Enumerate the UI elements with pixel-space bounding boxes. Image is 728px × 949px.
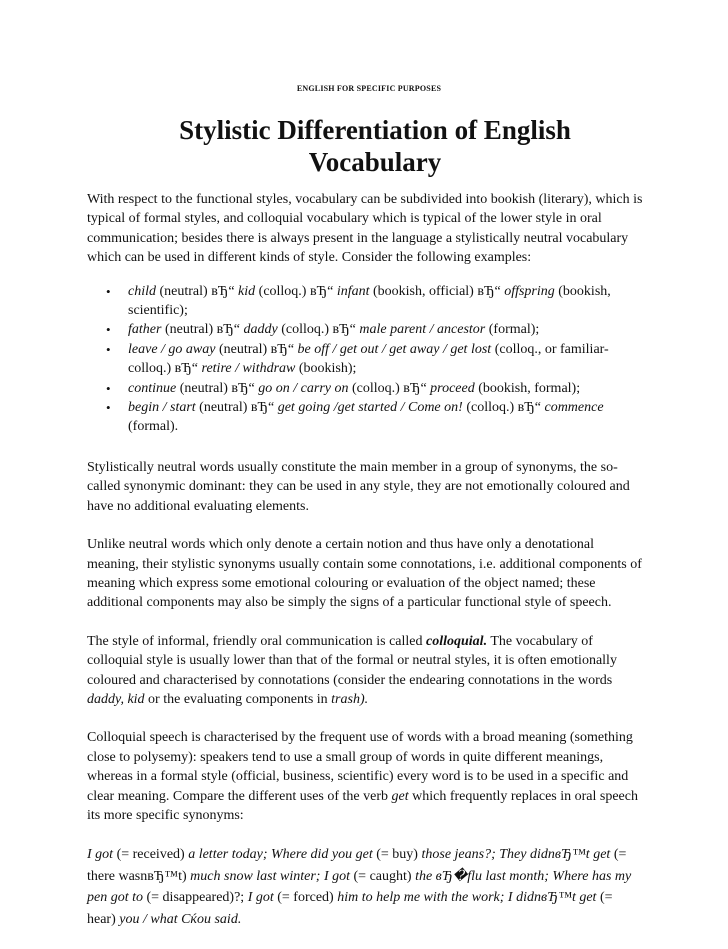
example-term: get going /get started / Come on! [277, 400, 463, 416]
text-run: Colloquial speech is characterised by the frequent use of words with a broad meaning (something close to polysemy): speakers tend to use a small group of words in quite different meanings, whereas in a formal style (official, business, scientific) every word is to be used in a specific and clear meaning. Compare the different uses of the verb [87, 730, 633, 804]
list-item [87, 398, 643, 437]
text-run: The style of informal, friendly oral communication is called [87, 633, 427, 649]
bullet-icon: • [106, 283, 111, 299]
meaning-gloss: (= hear) [87, 890, 613, 927]
example-note: (formal); [485, 322, 540, 338]
meaning-gloss: (= forced) [273, 890, 338, 906]
example-term: begin / start [128, 400, 196, 416]
example-sentence: a letter today; Where did you get [188, 847, 373, 863]
example-sentence: those jeans?; They didnвЂ™t get [421, 847, 611, 863]
example-note: (bookish, scientific); [128, 283, 611, 319]
example-note: (bookish, official) вЂ“ [369, 283, 505, 299]
paragraph-get-examples [87, 844, 643, 930]
meaning-gloss: (= received) [113, 847, 189, 863]
example-term: proceed [430, 380, 475, 396]
paragraph-colloquial-style [87, 632, 643, 710]
example-term: trash). [331, 691, 369, 707]
example-sentence: I got [87, 847, 114, 863]
example-term: father [128, 322, 162, 338]
example-term: get [391, 788, 409, 804]
example-note: (formal). [128, 419, 179, 435]
text-run: which frequently replaces in oral speech its more specific synonyms: [87, 788, 638, 823]
example-term: leave / go away [128, 341, 216, 357]
example-note: (bookish, formal); [474, 380, 581, 396]
example-term: retire / withdraw [201, 361, 296, 377]
paragraph-neutral-words: Stylistically neutral words usually constitute the main member in a group of synonyms, the so-called synonymic dominant: they can be used in any style, they are not emotionally coloured and have no additional evaluating elements. [87, 459, 630, 514]
example-note: (colloq.) вЂ“ [348, 380, 431, 396]
example-note: (colloq., or familiar-colloq.) вЂ“ [128, 341, 609, 377]
example-note: (bookish); [295, 361, 357, 377]
example-term: daddy [243, 322, 278, 338]
meaning-gloss: (= caught) [350, 868, 416, 884]
example-note: (neutral) вЂ“ [161, 322, 244, 338]
meaning-gloss: (= buy) [372, 847, 422, 863]
example-sentence: him to help me with the work; I didnвЂ™t get [337, 890, 597, 906]
paragraph-colloquial-speech [87, 728, 643, 825]
bullet-icon: • [106, 380, 111, 396]
emphasis-term: colloquial. [426, 633, 488, 649]
list-item [87, 340, 643, 379]
example-term: continue [128, 380, 177, 396]
list-item [87, 320, 643, 339]
example-term: daddy, kid [87, 691, 145, 707]
bullet-icon: • [106, 341, 111, 357]
list-item [87, 379, 643, 398]
meaning-gloss: (= disappeared)?; [143, 890, 248, 906]
example-note: (neutral) вЂ“ [195, 400, 278, 416]
example-note: (neutral) вЂ“ [176, 380, 259, 396]
example-note: (neutral) вЂ“ [215, 341, 298, 357]
bullet-icon: • [106, 322, 111, 338]
examples-list [87, 282, 643, 437]
example-term: male parent / ancestor [359, 322, 486, 338]
text-run: The vocabulary of colloquial style is usually lower than that of the formal or neutral styles, it is often emotionally coloured and characterised by connotations (consider the endearing connotations in the words [87, 633, 617, 688]
example-term: kid [238, 283, 256, 299]
document-body [87, 190, 643, 949]
meaning-gloss: (= there wasnвЂ™t) [87, 847, 627, 884]
example-term: offspring [504, 283, 555, 299]
paragraph-intro: With respect to the functional styles, vocabulary can be subdivided into bookish (literary), which is typical of formal styles, and colloquial vocabulary which is typical of the lower style in oral communication; besides there is always present in the language a stylistically neutral vocabulary which can be used in different kinds of style. Consider the following examples: [87, 192, 643, 266]
page-title: Stylistic Differentiation of English Vocabulary [179, 115, 571, 177]
example-note: (colloq.) вЂ“ [462, 400, 545, 416]
example-note: (neutral) вЂ“ [156, 283, 239, 299]
bullet-icon: • [106, 400, 111, 416]
example-sentence: I got [247, 890, 274, 906]
example-sentence: you / what Сќou said. [119, 911, 242, 927]
list-item [87, 282, 643, 321]
paragraph-connotations: Unlike neutral words which only denote a certain notion and thus have only a denotational meaning, their stylistic synonyms usually contain some connotations, i.e. additional components of meaning which express some emotional colouring or evaluation of the object named; these additional components may also be simply the signs of a particular functional style of speech. [87, 537, 642, 611]
example-sentence: the вЂ�flu last month; Where has my pen got to [87, 868, 632, 906]
example-term: be off / get out / get away / get lost [297, 341, 492, 357]
text-run: or the evaluating components in [144, 691, 332, 707]
example-term: commence [544, 400, 604, 416]
example-note: (colloq.) вЂ“ [255, 283, 337, 299]
example-term: infant [336, 283, 370, 299]
page-header: ENGLISH FOR SPECIFIC PURPOSES [296, 84, 442, 93]
example-term: go on / carry on [258, 380, 349, 396]
example-term: child [128, 283, 156, 299]
example-sentence: much snow last winter; I got [190, 868, 351, 884]
example-note: (colloq.) вЂ“ [277, 322, 360, 338]
